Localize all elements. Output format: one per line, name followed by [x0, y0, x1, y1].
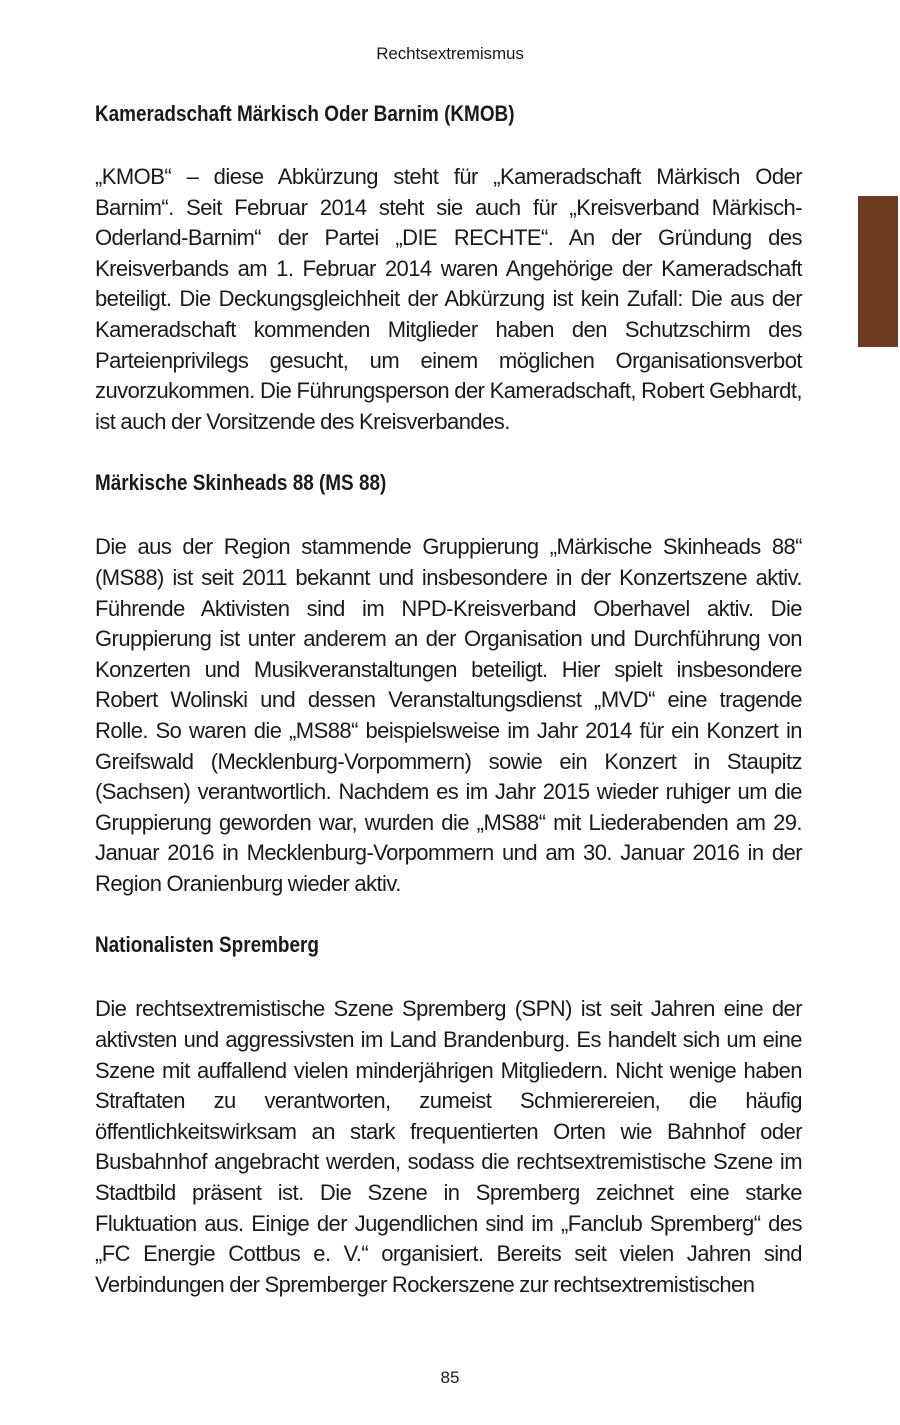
page-number: 85	[440, 1368, 460, 1387]
chapter-tab-marker	[858, 196, 898, 347]
section-spremberg	[95, 929, 802, 1300]
section-heading-spremberg: Nationalisten Spremberg	[95, 932, 319, 958]
running-header: Rechtsextremismus	[376, 44, 524, 63]
section-body-ms88: Die aus der Region stammende Gruppierung „Märkische Skinheads 88“ (MS88) ist seit 2011 bekannt und insbesondere in der Konzertszene aktiv. Führende Aktivisten sind im NPD-Kreisverband Oberhavel aktiv. Die Gruppierung ist unter anderem an der Organisation und Durchführung von Konzerten und Musikveranstaltungen beteiligt. Hier spielt insbesondere Robert Wolinski und dessen Veranstaltungsdienst „MVD“ eine tragende Rolle. So waren die „MS88“ beispielsweise im Jahr 2014 für ein Konzert in Greifswald (Mecklenburg-Vorpommern) sowie ein Konzert in Staupitz (Sachsen) verantwortlich. Nachdem es im Jahr 2015 wieder ruhiger um die Gruppierung geworden war, wurden die „MS88“ mit Liederabenden am 29. Januar 2016 in Mecklenburg-Vorpommern und am 30. Januar 2016 in der Region Oranienburg wieder aktiv.	[95, 534, 802, 896]
section-ms88	[95, 467, 802, 899]
section-body-kmob: „KMOB“ – diese Abkürzung steht für „Kameradschaft Märkisch Oder Barnim“. Seit Februar 2014 steht sie auch für „Kreisverband Märkisch-Oderland-Barnim“ der Partei „DIE RECHTE“. An der Gründung des Kreisverbands am 1. Februar 2014 waren Angehörige der Kameradschaft beteiligt. Die Deckungsgleichheit der Abkürzung ist kein Zufall: Die aus der Kameradschaft kommenden Mitglieder haben den Schutzschirm des Parteienprivilegs gesucht, um einem möglichen Organisationsverbot zuvorzukommen. Die Führungsperson der Kameradschaft, Robert Gebhardt, ist auch der Vorsitzende des Kreisverbandes.	[95, 164, 802, 434]
page-content	[95, 98, 802, 1300]
section-heading-ms88: Märkische Skinheads 88 (MS 88)	[95, 470, 387, 496]
section-body-spremberg: Die rechtsextremistische Szene Spremberg (SPN) ist seit Jahren eine der aktivsten und aggressivsten im Land Brandenburg. Es handelt sich um eine Szene mit auffallend vielen minderjährigen Mitgliedern. Nicht wenige haben Straftaten zu verantworten, zumeist Schmierereien, die häufig öffentlichkeitswirksam an stark frequentierten Orten wie Bahnhof oder Busbahnhof angebracht werden, sodass die rechtsextremistische Szene im Stadtbild präsent ist. Die Szene in Spremberg zeichnet eine starke Fluktuation aus. Einige der Jugendlichen sind im „Fanclub Spremberg“ des „FC Energie Cottbus e. V.“ organisiert. Bereits seit vielen Jahren sind Verbindungen der Spremberger Rockerszene zur rechtsextremistischen	[95, 996, 802, 1297]
section-heading-kmob: Kameradschaft Märkisch Oder Barnim (KMOB)	[95, 101, 515, 126]
section-kmob	[95, 98, 802, 437]
